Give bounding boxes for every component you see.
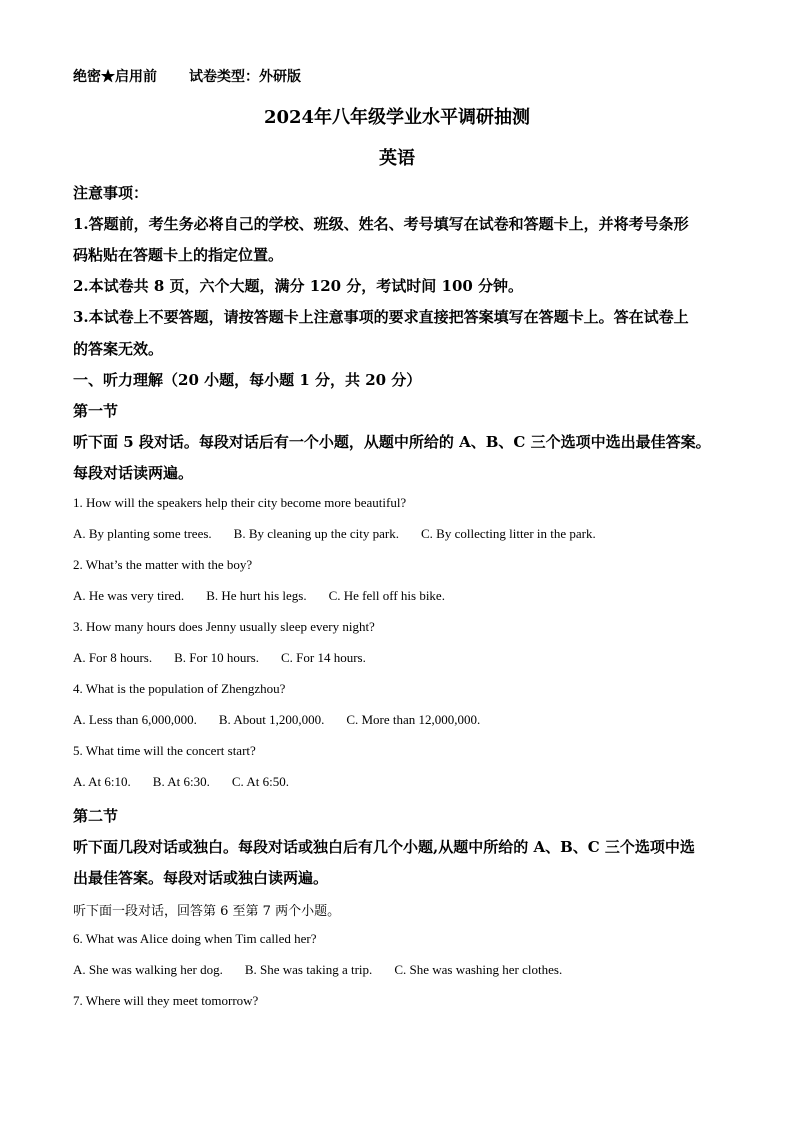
question-1: 1. How will the speakers help their city become more beautiful? <box>73 495 407 510</box>
section1-heading: 第一节 <box>73 402 119 420</box>
section2-heading: 第二节 <box>73 807 119 825</box>
option-b: B. He hurt his legs. <box>206 588 307 603</box>
question-1-options <box>73 526 596 542</box>
question-6-options <box>73 962 562 978</box>
option-a: A. Less than 6,000,000. <box>73 712 197 727</box>
question-3-options <box>73 650 366 666</box>
option-b: B. At 6:30. <box>152 774 210 789</box>
option-b: B. She was taking a trip. <box>244 962 373 977</box>
question-2: 2. What’s the matter with the boy? <box>73 557 253 572</box>
option-a: A. By planting some trees. <box>73 526 212 541</box>
subject-title: 英语 <box>379 148 415 169</box>
paper-type-label: 试卷类型：外研版 <box>189 69 301 85</box>
option-b: B. By cleaning up the city park. <box>233 526 400 541</box>
option-a: A. At 6:10. <box>73 774 131 789</box>
notes-heading: 注意事项： <box>73 184 149 202</box>
question-4-options <box>73 712 480 728</box>
question-7: 7. Where will they meet tomorrow? <box>73 993 259 1008</box>
header-line <box>73 66 301 86</box>
option-b: B. About 1,200,000. <box>218 712 325 727</box>
confidential-label: 绝密★启用前 <box>73 69 157 85</box>
section2-sub-instruction: 听下面一段对话，回答第 6 至第 7 两个小题。 <box>73 904 341 919</box>
note-2: 2.本试卷共 8 页，六个大题，满分 120 分，考试时间 100 分钟。 <box>73 277 524 295</box>
question-4: 4. What is the population of Zhengzhou? <box>73 681 286 696</box>
section1-instructions-line-1: 听下面 5 段对话。每段对话后有一个小题，从题中所给的 A、B、C 三个选项中选出最佳答案。 <box>73 433 711 451</box>
question-6: 6. What was Alice doing when Tim called her? <box>73 931 317 946</box>
section1-instructions-line-2: 每段对话读两遍。 <box>73 464 194 482</box>
exam-title: 2024年八年级学业水平调研抽测 <box>263 107 531 128</box>
question-5-options <box>73 774 289 790</box>
option-a: A. He was very tired. <box>73 588 185 603</box>
question-5: 5. What time will the concert start? <box>73 743 256 758</box>
option-c: C. More than 12,000,000. <box>346 712 481 727</box>
note-3-line-2: 的答案无效。 <box>73 340 164 358</box>
option-a: A. She was walking her dog. <box>73 962 223 977</box>
question-2-options <box>73 588 445 604</box>
question-3: 3. How many hours does Jenny usually sleep every night? <box>73 619 375 634</box>
option-c: C. By collecting litter in the park. <box>421 526 596 541</box>
note-1-line-2: 码粘贴在答题卡上的指定位置。 <box>73 246 284 264</box>
option-c: C. For 14 hours. <box>280 650 366 665</box>
option-c: C. She was washing her clothes. <box>394 962 563 977</box>
option-c: C. At 6:50. <box>231 774 289 789</box>
note-1-line-1: 1.答题前，考生务必将自己的学校、班级、姓名、考号填写在试卷和答题卡上，并将考号条形 <box>73 215 689 233</box>
option-c: C. He fell off his bike. <box>328 588 445 603</box>
option-a: A. For 8 hours. <box>73 650 153 665</box>
part1-heading: 一、听力理解（20 小题，每小题 1 分，共 20 分） <box>73 371 422 389</box>
section2-instructions-line-2: 出最佳答案。每段对话或独白读两遍。 <box>73 869 329 887</box>
note-3-line-1: 3.本试卷上不要答题，请按答题卡上注意事项的要求直接把答案填写在答题卡上。答在试卷上 <box>73 308 689 326</box>
section2-instructions-line-1: 听下面几段对话或独白。每段对话或独白后有几个小题,从题中所给的 A、B、C 三个选项中选 <box>73 838 695 856</box>
option-b: B. For 10 hours. <box>174 650 259 665</box>
